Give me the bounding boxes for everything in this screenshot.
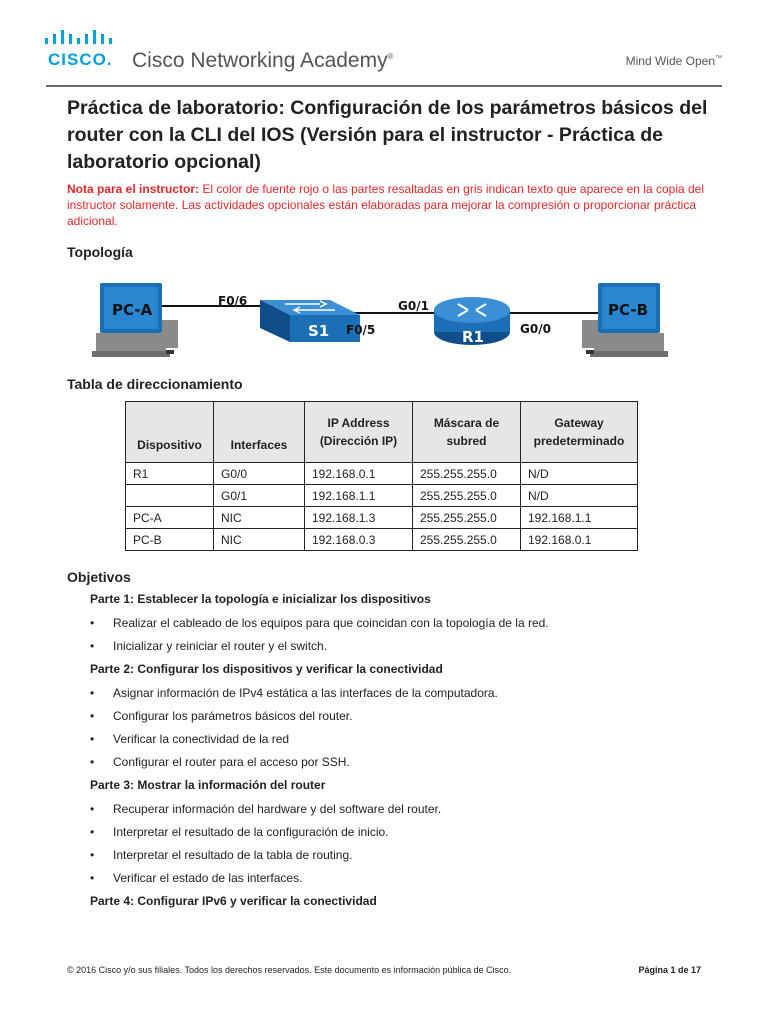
list-item: • Verificar la conectividad de la red bbox=[90, 732, 290, 746]
page-header bbox=[0, 0, 768, 86]
pc-b-icon bbox=[582, 283, 668, 357]
router-r1-label: R1 bbox=[462, 328, 484, 346]
page-title: Práctica de laboratorio: Configuración de los parámetros básicos del router con la CLI del IOS (Versión para el instructor - Práctica de laboratorio opcional) bbox=[67, 97, 708, 173]
table-cell: 192.168.1.3 bbox=[305, 507, 413, 529]
table-row bbox=[126, 529, 638, 551]
list-item: • Verificar el estado de las interfaces. bbox=[90, 871, 303, 885]
cisco-logo-word: CISCO. bbox=[48, 50, 113, 69]
bullet-icon: • bbox=[90, 755, 95, 769]
port-f0-5-label: F0/5 bbox=[346, 323, 376, 337]
table-cell: 255.255.255.0 bbox=[413, 463, 521, 485]
table-row bbox=[126, 507, 638, 529]
cisco-logo-icon bbox=[45, 30, 113, 48]
copyright-text: © 2016 Cisco y/o sus filiales. Todos los derechos reservados. Este documento es información pública de Cisco. bbox=[67, 965, 512, 975]
part-2-items bbox=[90, 686, 730, 778]
part-1-items bbox=[90, 616, 730, 662]
topology-diagram bbox=[90, 270, 670, 370]
table-cell: PC-B bbox=[126, 529, 214, 551]
topology-heading: Topología bbox=[67, 244, 133, 260]
table-cell bbox=[126, 485, 214, 507]
table-cell: NIC bbox=[214, 507, 305, 529]
part-title: Parte 2: Configurar los dispositivos y verificar la conectividad bbox=[90, 662, 443, 676]
instructor-note: Nota para el instructor: El color de fuente rojo o las partes resaltadas en gris indican texto que aparece en la copia del instructor solamente. Las actividades opcionales están elaboradas para mejorar la compresión o proporcionar práctica adicional. bbox=[67, 182, 705, 228]
table-cell: PC-A bbox=[126, 507, 214, 529]
table-cell: 192.168.1.1 bbox=[305, 485, 413, 507]
objectives-heading: Objetivos bbox=[67, 569, 131, 585]
list-item: • Interpretar el resultado de la tabla de routing. bbox=[90, 848, 353, 862]
table-cell: 255.255.255.0 bbox=[413, 507, 521, 529]
tagline: Mind Wide Open™ bbox=[625, 54, 722, 68]
academy-name: Cisco Networking Academy® bbox=[132, 49, 394, 72]
table-row bbox=[126, 485, 638, 507]
table-header-row bbox=[126, 402, 638, 463]
table-cell: G0/1 bbox=[214, 485, 305, 507]
table-cell: 192.168.1.1 bbox=[521, 507, 638, 529]
bullet-icon: • bbox=[90, 686, 95, 700]
part-3-items bbox=[90, 802, 730, 894]
bullet-icon: • bbox=[90, 709, 95, 723]
port-f0-6-label: F0/6 bbox=[218, 294, 248, 308]
header-rule bbox=[46, 85, 722, 87]
addressing-table bbox=[125, 401, 638, 551]
bullet-icon: • bbox=[90, 871, 95, 885]
bullet-icon: • bbox=[90, 848, 95, 862]
table-cell: 255.255.255.0 bbox=[413, 529, 521, 551]
pc-a-icon bbox=[92, 283, 178, 357]
list-item: • Asignar información de IPv4 estática a las interfaces de la computadora. bbox=[90, 686, 498, 700]
port-g0-1-label: G0/1 bbox=[398, 299, 429, 313]
table-cell: 192.168.0.3 bbox=[305, 529, 413, 551]
list-item: • Configurar el router para el acceso por SSH. bbox=[90, 755, 350, 769]
pc-b-label: PC-B bbox=[608, 301, 649, 319]
bullet-icon: • bbox=[90, 639, 95, 653]
objectives-list bbox=[90, 592, 730, 918]
list-item: • Configurar los parámetros básicos del router. bbox=[90, 709, 353, 723]
list-item: • Realizar el cableado de los equipos para que coincidan con la topología de la red. bbox=[90, 616, 549, 630]
page-footer bbox=[67, 965, 701, 975]
column-header: Gateway predeterminado bbox=[521, 402, 638, 463]
table-cell: G0/0 bbox=[214, 463, 305, 485]
table-cell: N/D bbox=[521, 485, 638, 507]
switch-s1-label: S1 bbox=[308, 322, 330, 340]
part-title: Parte 4: Configurar IPv6 y verificar la conectividad bbox=[90, 894, 377, 908]
table-cell: 192.168.0.1 bbox=[305, 463, 413, 485]
part-title: Parte 3: Mostrar la información del router bbox=[90, 778, 326, 792]
page-number: Página 1 de 17 bbox=[638, 965, 701, 975]
list-item: • Interpretar el resultado de la configuración de inicio. bbox=[90, 825, 389, 839]
bullet-icon: • bbox=[90, 825, 95, 839]
table-row bbox=[126, 463, 638, 485]
list-item: • Inicializar y reiniciar el router y el switch. bbox=[90, 639, 328, 653]
table-cell: 192.168.0.1 bbox=[521, 529, 638, 551]
table-cell: 255.255.255.0 bbox=[413, 485, 521, 507]
addressing-table-heading: Tabla de direccionamiento bbox=[67, 376, 243, 392]
bullet-icon: • bbox=[90, 802, 95, 816]
pc-a-label: PC-A bbox=[112, 301, 153, 319]
bullet-icon: • bbox=[90, 732, 95, 746]
list-item: • Recuperar información del hardware y del software del router. bbox=[90, 802, 442, 816]
bullet-icon: • bbox=[90, 616, 95, 630]
table-cell: NIC bbox=[214, 529, 305, 551]
column-header: Dispositivo bbox=[126, 402, 214, 463]
table-cell: N/D bbox=[521, 463, 638, 485]
column-header: IP Address (Dirección IP) bbox=[305, 402, 413, 463]
column-header: Máscara de subred bbox=[413, 402, 521, 463]
table-cell: R1 bbox=[126, 463, 214, 485]
port-g0-0-label: G0/0 bbox=[520, 322, 551, 336]
part-title: Parte 1: Establecer la topología e inicializar los dispositivos bbox=[90, 592, 431, 606]
column-header: Interfaces bbox=[214, 402, 305, 463]
